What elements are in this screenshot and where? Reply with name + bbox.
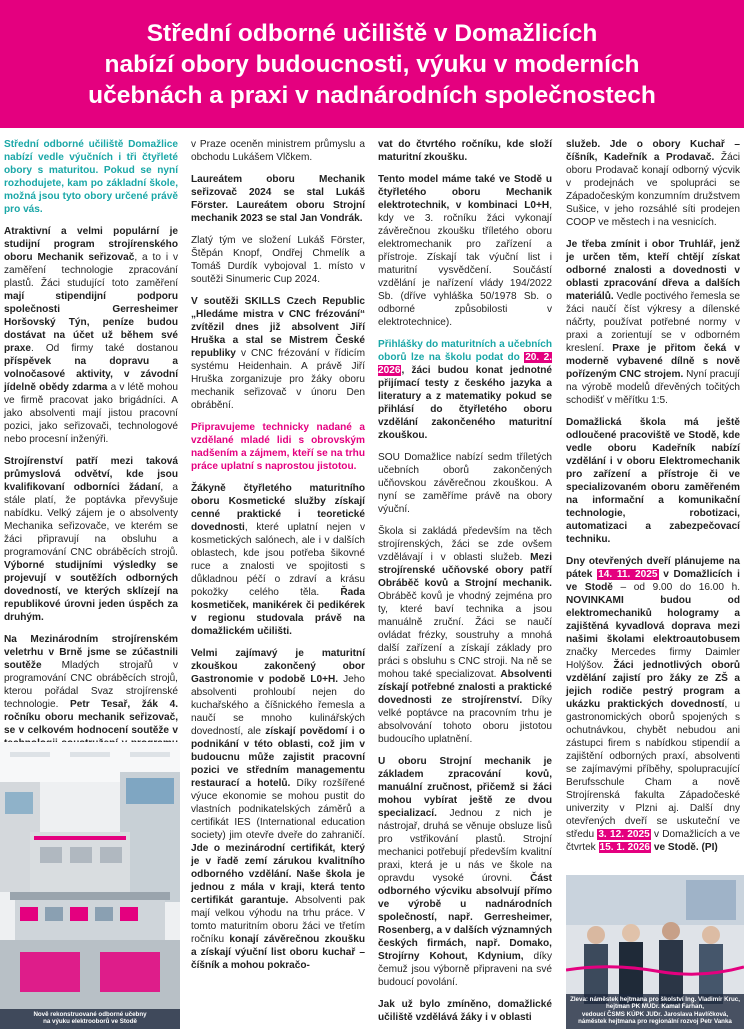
- headline-line: učebnách a praxi v nadnárodních společnostech: [88, 81, 656, 109]
- caption-line: na výuku elektrooborů ve Stodě: [43, 1018, 137, 1026]
- paragraph: V soutěži SKILLS Czech Republic „Hledáme mistra v CNC frézování“ zvítězil dnes již absolvent Jiří Hruška a stal se Mistrem České republiky v CNC frézování v řídicím systému Heidenhain. A právě Jiří Hruška zorganizuje pro žáky oboru mechanik seřizovač v únoru Den obrábění.: [191, 296, 365, 411]
- photo-caption: [566, 994, 744, 1029]
- column-1: [4, 138, 178, 772]
- paragraph: Strojírenství patří mezi taková průmyslová odvětví, kde jsou kvalifikovaní odborníci žádaní, a stále platí, že poptávka převyšuje nabídku. Velký zájem je o absolventy Mechanika seřizovače, ve kterém se žáci připravují na obsluhu a programování CNC obráběcích strojů. Výborné studijními výsledky se projevují v soutěžích odborných dovedností, ve kterých sklízejí na republikové úrovni jeden úspěch za druhým.: [4, 456, 178, 623]
- paragraph: služeb. Jde o obory Kuchař – číšník, Kadeřník a Prodavač. Žáci oboru Prodavač konají odborný výcvik v prodejnách ve spolupráci se Západočeským konzumním družstvem Sušice, v jeho rozsáhlé síti prodejen COOP ve městech i na vesnicích.: [566, 139, 740, 228]
- column-3: [378, 138, 552, 1029]
- caption-line: vedoucí ČSMS KÚPK JUDr. Jaroslava Havlíčková,: [581, 1010, 729, 1018]
- paragraph: v Praze oceněn ministrem průmyslu a obchodu Lukášem Vlčkem.: [191, 139, 365, 163]
- ribbon-cutting-photo: [566, 875, 744, 1029]
- paragraph: Velmi zajímavý je maturitní zkouškou zakončený obor Gastronomie v podobě L0+H. Jeho absolventi prohloubí nejen do kuchařského a číšnického řemesla a naučí se mnoho kulinářských dovedností, ale získají povědomí i o podnikání v této oblasti, což jim v budoucnu může zajistit pracovní pozici ve středním managementu restaurací a hotelů. Díky rozšířené výuce ekonomie se mohou pustit do vlastních podnikatelských záměrů a certifikát IES (International education society) jim otevře dveře do zahraničí. Jde o mezinárodní certifikát, který je v řadě zemí zárukou kvalitního odborného vzdělání. Naše škola je jednou z málа v kraji, která tento certifikát garantuje. Absolventi pak mají velkou výhodu na trhu práce. V tomto maturitním oboru žáci ve třetím ročníku konají závěrečnou zkoušku a získají výuční list oboru kuchař – číšník a mohou pokračo-: [191, 648, 366, 971]
- caption-line: náměstek hejtmana pro regionální rozvoj Petr Vanka: [578, 1018, 732, 1026]
- classroom-illustration: [0, 742, 180, 1029]
- paragraph: Tento model máme také ve Stodě u čtyřletého oboru Mechanik elektrotechnik, v kombinaci L0+H, kdy ve 3. ročníku žáci vykonají závěrečnou zkoušku tříletého oboru elektromechanik pro zařízení a přístroje. Získají tak výuční list i maturitní vysvědčení. Součástí vzdělání je nařízení vlády 194/2022 Sb. (dříve vyhláška 50/1978 Sb. o odborné způsobilosti v elektrotechnice).: [378, 174, 552, 328]
- paragraph: Na Mezinárodním strojírenském veletrhu v Brně jsme se zúčastnili soutěže Mladých strojařů v programování CNC obráběcích strojů, kterou pořádal Svaz strojírenské technologie. Petr Tesař, žák 4. ročníku oboru mechanik seřizovač, se v celkovém hodnocení soutěže v: [4, 634, 178, 736]
- headline: [12, 18, 732, 111]
- paragraph: SOU Domažlice nabízí sedm tříletých učebních oborů zakončených učňovskou závěrečnou zkouškou. A nyní se zaměříme právě na obory výuční.: [378, 452, 552, 515]
- headline-line: Střední odborné učiliště v Domažlicích: [146, 19, 598, 47]
- paragraph: Domažlická škola má ještě odloučené pracoviště ve Stodě, kde vedle oboru Kadeřník nabízí vzdělání i v oboru Elektromechanik pro zařízení a přístroje či ve specializovaném oboru zaměřeném na informační a komunikační technologie, robotizaci, automatizaci a zabezpečovací techniku.: [566, 417, 740, 545]
- caption-line: Nově rekonstruované odborné učebny: [33, 1010, 147, 1018]
- paragraph: Jak už bylo zmíněno, domažlické učiliště vzdělává žáky i v oblasti: [378, 999, 552, 1023]
- paragraph: Žákyně čtyřletého maturitního oboru Kosmetické služby získají cenné praktické i teoretické dovednosti, které uplatní nejen v kosmetických salónech, ale i v dalších oblastech, kde jsou potřeba šikovné ruce a znalosti ve spojitosti s důkladnou péčí o zdraví a krásu pokožky celého těla. Řada kosmetiček, manikérek či pedikérek v regionu studovala právě na domažlickém učilišti.: [191, 483, 365, 637]
- column-2: [191, 138, 365, 981]
- paragraph: Přihlášky do maturitních a učebních oborů lze na školu podat do 20. 2. 2026, žáci budou konat jednotné přijímací testy z českého jazyka a literatury a z matematiky pokud se přihlásí do čtyřletého oboru vzdělání zakončeného maturitní zkouškou.: [378, 339, 552, 441]
- paragraph: U oboru Strojní mechanik je základem zpracování kovů, manuální zručnost, přičemž si žáci mohou vybírat ještě ze dvou specializací. Jednou z nich je nástrojař, druhá se věnuje obsluze lisů pro vstřikování plastů. Strojní mechanici potřebují především kvalitní praxi, která je u nás ve škole na opravdu vysoké úrovni. Část odborného výcviku absolvují přímo ve výrobě u nadnárodních společností, např. Gerresheimer, Rosenberg, a v dalších významných českých firmách, např. Domako, Strojírny Kohout, Kdynium, díky čemuž jsou výborně připraveni na své budoucí povolání.: [378, 756, 552, 988]
- paragraph: Dny otevřených dveří plánujeme na pátek 14. 11. 2025 v Domažlicích i ve Stodě – od 9.00 do 16.00 h. NOVINKAMI budou od elektromechaniků hologramy a zajištěná kyvadlová doprava mezi našimi školami elektroautobusem značky Mercedes firmy Daimler Holýšov. Žáci jednotlivých oborů vzdělání zajistí pro žáky ze ZŠ a jejich rodiče pestrý program a ukázku praktických dovedností, u gastronomických oborů spojených s ochutnávkou, chybět nebudou ani zástupci firem s nabídkou stipendií a zajištění odborných praxí, absolventi se zajímavými příběhy, spolupracující Berufsschule Cham a nově Strojírenská fakulta Západočeské univerzity v Plzni aj. Další dny otevřených dveří se uskuteční ve středu 3. 12. 2025 v Domažlicích a ve čtvrtek 15. 1. 2026 ve Stodě. (PI): [566, 556, 741, 853]
- paragraph: Atraktivní a velmi populární je studijní program strojírenského oboru Mechanik seřizovač, a to i v zaměření technologie zpracování plastů. Žáci studující toto zaměření mají stipendijní podporu společnosti Gerresheimer Horšovský Týn, peníze budou dostávat na účet už během své praxe. Od firmy také dostanou příspěvek na dopravu a volnočasové aktivity, v závodní jídelně obědy zdarma a v létě mohou ve firmě pracovat jako brigádníci. A jako absolventi mají jistou pracovní pozici, jako seřizovači, technologové nebo procesní inženýři.: [4, 226, 179, 445]
- paragraph: Je třeba zmínit i obor Truhlář, jenž je určen těm, kteří chtějí získat odborné znalosti a dovednosti v oblasti zpracování dřeva a dalších materiálů. Vedle poctivého řemesla se žáci naučí číst výkresy a dílenské náčrty, používat potřebné normy v praxi a zorientují se v odborném kreslení. Praxe je přitom čeká v moderně vybavené dílně s nově pořízeným CNC strojem. Nyní pracují na výrobě modelů dřevěných točitých schodišť v měřítku 1:5.: [566, 239, 741, 406]
- column-4: [566, 138, 740, 863]
- lead-paragraph: Střední odborné učiliště Domažlice nabízí vedle výučních i tři čtyřleté obory s maturitou. Pokud se nyní rozhodujete, kam po základní škole, možná jsou tyto obory určené právě pro vás.: [4, 139, 178, 215]
- paragraph: Škola si zakládá především na těch strojírenských, žáci se zde ovšem vzdělávají i v oblasti služeb. Mezi strojírenské učňovské obory patří Obráběč kovů a Strojní mechanik. Obráběč kovů je vhodný zejména pro ty, které baví technika a jsou manuálně zruční. Žáci se naučí ovládat frézky, soustruhy a mnohá další zařízení a získají základy pro práci s obsluhu s CNC stroji. Na ně se mohou také specializovat. Absolventi získají potřebné znalosti a praktické dovednosti ze strojírenství. Díky velké poptávce na pracovním trhu je absolvování tohoto oboru jistotou budoucího uplatnění.: [378, 526, 552, 745]
- paragraph: vat do čtvrtého ročníku, kde složí maturitní zkoušku.: [378, 139, 552, 163]
- highlight-quote: Připravujeme technicky nadané a vzdělané mladé lidi s obrovským nadšením a zájmem, kteří se na trhu práce uplatní s naprostou jistotou.: [191, 422, 365, 472]
- caption-line: Zleva: náměstek hejtmana pro školství Ing. Vladimír Kruc,: [570, 995, 740, 1003]
- headline-line: nabízí obory budoucnosti, výuku v moderních: [104, 50, 640, 78]
- classroom-photo: [0, 742, 180, 1029]
- paragraph: Laureátem oboru Mechanik seřizovač 2024 se stal Lukáš Förster. Laureátem oboru Strojní mechanik 2023 se stal Jan Vondrák.: [191, 174, 365, 224]
- caption-line: hejtman PK MUDr. Kamal Farhan,: [606, 1003, 704, 1011]
- paragraph: Zlatý tým ve složení Lukáš Förster, Štěpán Knopf, Ondřej Chmelík a Tomáš Durdík vybojoval 1. místo v soutěži Sinumeric Cup 2024.: [191, 235, 365, 285]
- photo-caption: [0, 1009, 180, 1029]
- headline-banner: [0, 0, 744, 128]
